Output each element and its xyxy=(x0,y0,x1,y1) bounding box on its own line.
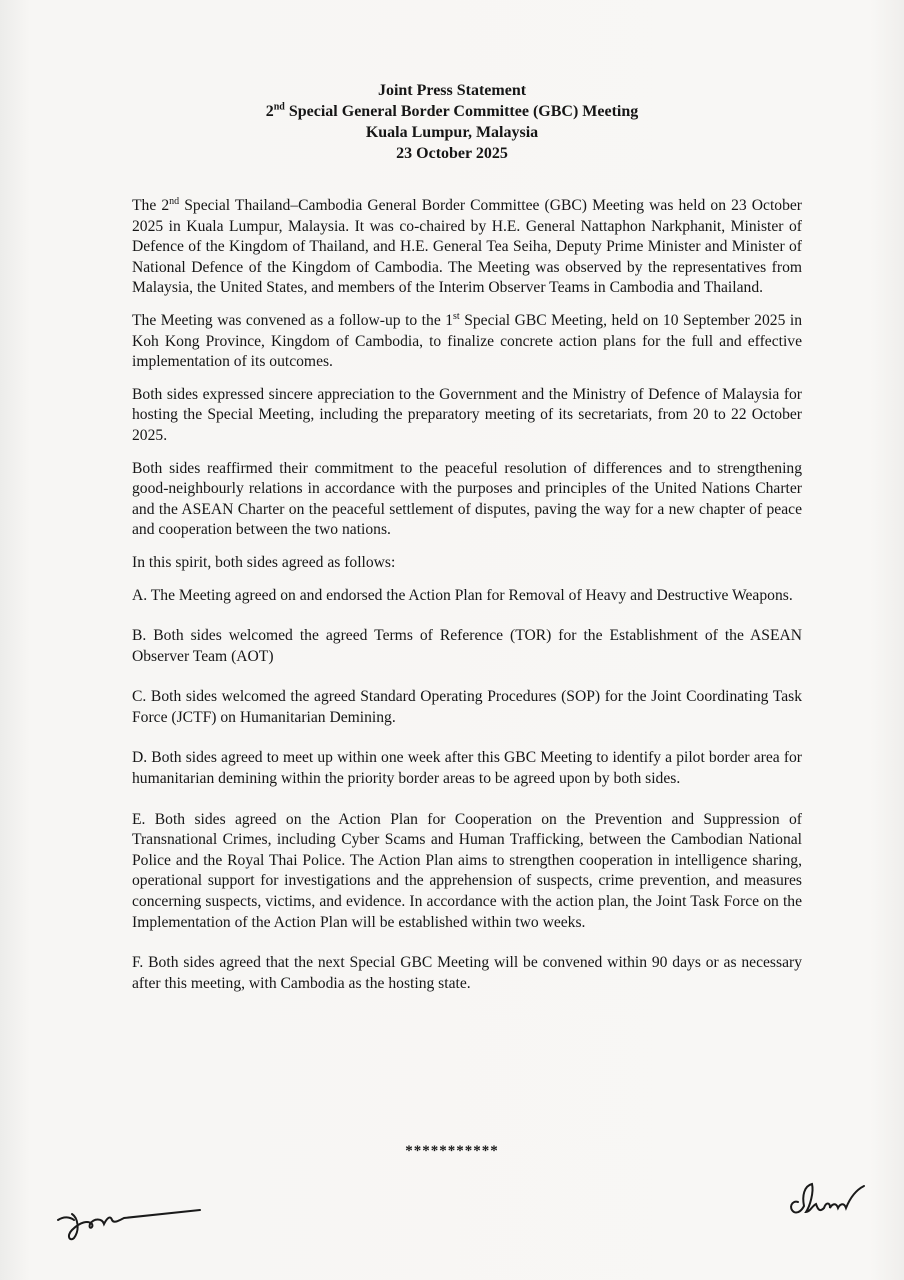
agreement-item-f: F. Both sides agreed that the next Special GBC Meeting will be convened within 90 days or as necessary after this meeting, with Cambodia as the hosting state. xyxy=(132,954,802,992)
statement-body xyxy=(132,196,802,1014)
header-location: Kuala Lumpur, Malaysia xyxy=(365,124,539,141)
paragraph-appreciation: Both sides expressed sincere appreciation to the Government and the Ministry of Defence of Malaysia for hosting the Special Meeting, including the preparatory meeting of its secretariats, from 20 to 22 October 2025. xyxy=(132,385,802,444)
paragraph-meeting-held: The 2nd Special Thailand–Cambodia General Border Committee (GBC) Meeting was held on 23 October 2025 in Kuala Lumpur, Malaysia. It was co-chaired by H.E. General Nattaphon Narkphanit, Minister of Defence of the Kingdom of Thailand, and H.E. General Tea Seiha, Deputy Prime Minister and Minister of National Defence of the Kingdom of Cambodia. The Meeting was observed by the representatives from Malaysia, the United States, and members of the Interim Observer Teams in Cambodia and Thailand. xyxy=(132,195,802,297)
signature-left-icon xyxy=(50,1190,210,1245)
agreement-item-c: C. Both sides welcomed the agreed Standard Operating Procedures (SOP) for the Joint Coordinating Task Force (JCTF) on Humanitarian Demining. xyxy=(132,688,802,726)
agreement-item-d: D. Both sides agreed to meet up within one week after this GBC Meeting to identify a pilot border area for humanitarian demining within the priority border areas to be agreed upon by both sides. xyxy=(132,749,802,788)
header-meeting-name: 2nd Special General Border Committee (GBC) Meeting xyxy=(265,101,639,120)
agreement-item-b: B. Both sides welcomed the agreed Terms of Reference (TOR) for the Establishment of the ASEAN Observer Team (AOT) xyxy=(132,627,802,665)
header-title: Joint Press Statement xyxy=(377,82,527,99)
paragraph-follow-up: The Meeting was convened as a follow-up to the 1st Special GBC Meeting, held on 10 September 2025 in Koh Kong Province, Kingdom of Cambodia, to finalize concrete action plans for the full and effective implementation of its outcomes. xyxy=(132,310,802,371)
signature-right-icon xyxy=(784,1172,884,1232)
agreement-item-e: E. Both sides agreed on the Action Plan for Cooperation on the Prevention and Suppression of Transnational Crimes, including Cyber Scams and Human Trafficking, between the Cambodian National Police and the Royal Thai Police. The Action Plan aims to strengthen cooperation in intelligence sharing, operational support for investigations and the apprehension of suspects, crime prevention, and measures concerning suspects, victims, and evidence. In accordance with the action plan, the Joint Task Force on the Implementation of the Action Plan will be established within two weeks. xyxy=(132,810,802,931)
statement-header xyxy=(0,80,904,164)
header-date: 23 October 2025 xyxy=(396,145,508,162)
agreement-item-a: A. The Meeting agreed on and endorsed the Action Plan for Removal of Heavy and Destructive Weapons. xyxy=(132,586,793,604)
paragraph-agreed-intro: In this spirit, both sides agreed as follows: xyxy=(132,553,396,571)
end-separator: *********** xyxy=(405,1143,499,1159)
paragraph-commitment: Both sides reaffirmed their commitment to the peaceful resolution of differences and to strengthening good-neighbourly relations in accordance with the purposes and principles of the United Nations Charter and the ASEAN Charter on the peaceful settlement of disputes, paving the way for a new chapter of peace and cooperation between the two nations. xyxy=(132,459,802,539)
